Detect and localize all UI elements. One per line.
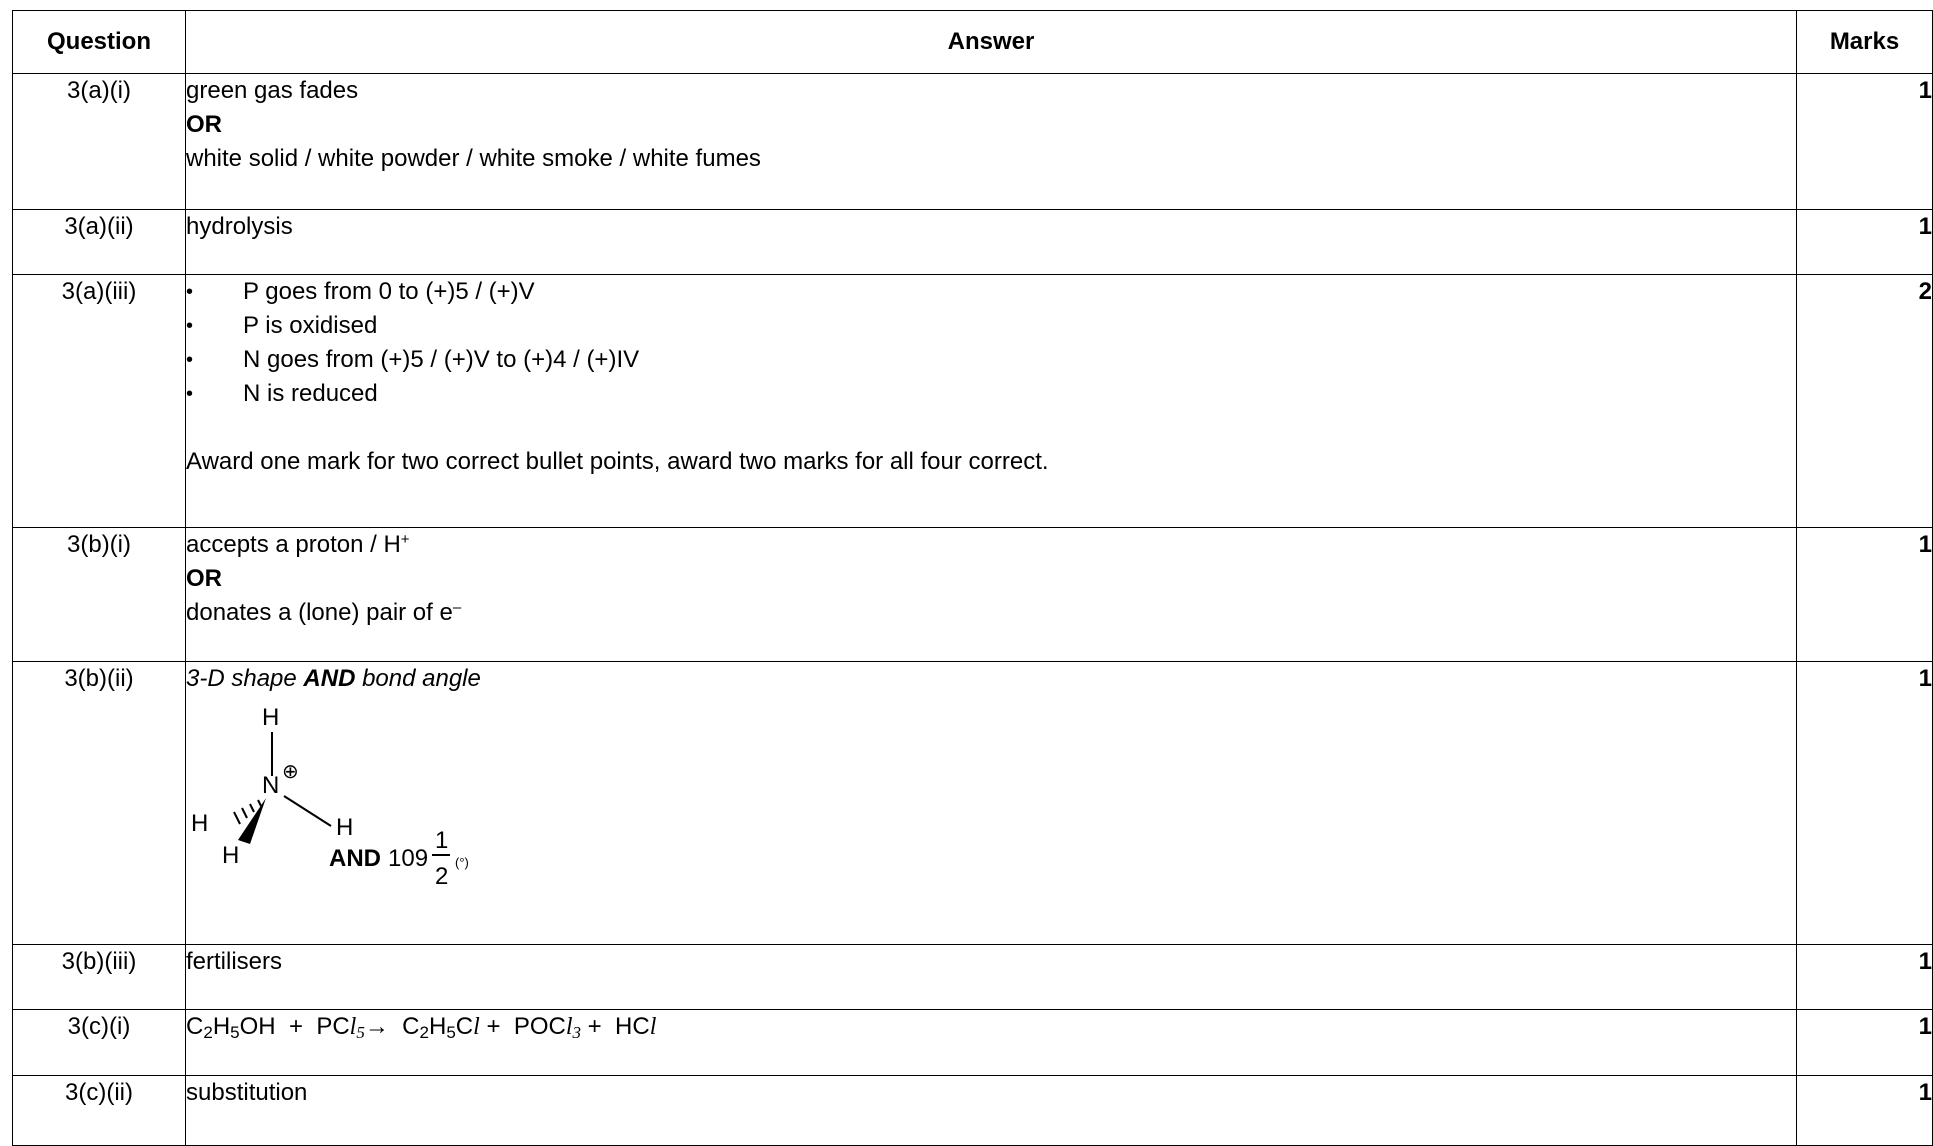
question-number: 3(c)(i) <box>13 1010 186 1076</box>
marks-value: 2 <box>1797 275 1933 528</box>
question-number: 3(b)(ii) <box>13 662 186 945</box>
heading-text: 3-D shape <box>186 665 304 692</box>
answer-line: white solid / white powder / white smoke / white fumes <box>186 145 761 172</box>
question-number: 3(c)(ii) <box>13 1076 186 1146</box>
answer-heading <box>186 662 1796 696</box>
heading-and: AND <box>303 665 356 692</box>
answer-cell <box>186 1076 1797 1146</box>
or-label: OR <box>186 111 222 138</box>
answer-line: substitution <box>186 1079 308 1106</box>
atom-h-left: H <box>191 810 209 837</box>
answer-cell <box>186 1010 1797 1076</box>
eq-text: C <box>186 1013 204 1040</box>
question-number: 3(a)(iii) <box>13 275 186 528</box>
bullet-item: • P is oxidised <box>186 309 1796 343</box>
positive-charge: ⊕ <box>282 761 299 783</box>
answer-line <box>186 596 1796 630</box>
mark-scheme-table <box>12 10 1933 1146</box>
header-question: Question <box>13 11 186 74</box>
table-row <box>13 1076 1933 1146</box>
table-row <box>13 275 1933 528</box>
or-label: OR <box>186 565 222 592</box>
eq-subscript: 5 <box>446 1023 456 1042</box>
fraction-bar <box>432 854 450 856</box>
eq-text: + POC <box>479 1013 566 1040</box>
eq-subscript: 2 <box>203 1023 213 1042</box>
eq-subscript: 5 <box>356 1023 365 1042</box>
eq-text: OH + PC <box>239 1013 350 1040</box>
heading-text: bond angle <box>355 665 481 692</box>
table-row <box>13 210 1933 275</box>
question-number: 3(a)(ii) <box>13 210 186 275</box>
question-number: 3(b)(iii) <box>13 945 186 1010</box>
marks-value: 1 <box>1797 945 1933 1010</box>
answer-text: donates a (lone) pair of e <box>186 599 453 626</box>
answer-line: green gas fades <box>186 77 359 104</box>
bond-lines <box>186 700 546 920</box>
marks-value: 1 <box>1797 74 1933 210</box>
answer-line: hydrolysis <box>186 213 293 240</box>
wedge-bond <box>238 798 266 844</box>
marks-value: 1 <box>1797 210 1933 275</box>
eq-text: C <box>455 1013 474 1040</box>
answer-cell <box>186 210 1797 275</box>
eq-script-l: l <box>473 1014 480 1040</box>
chemical-equation <box>186 1010 1796 1044</box>
atom-n: N <box>262 772 280 799</box>
eq-script-l: l <box>349 1014 357 1040</box>
marks-value: 1 <box>1797 1076 1933 1146</box>
eq-script-l: l <box>649 1014 657 1040</box>
answer-cell <box>186 275 1797 528</box>
eq-text: + HC <box>581 1013 650 1040</box>
header-row <box>13 11 1933 74</box>
atom-h-top: H <box>262 704 280 731</box>
bullet-list <box>186 275 1796 411</box>
answer-line: fertilisers <box>186 948 283 975</box>
bullet-item: • N goes from (+)5 / (+)V to (+)4 / (+)IV <box>186 343 1796 377</box>
eq-text: H <box>212 1013 231 1040</box>
answer-cell <box>186 74 1797 210</box>
table-row <box>13 662 1933 945</box>
bullet-item: • P goes from 0 to (+)5 / (+)V <box>186 275 1796 309</box>
table-row <box>13 528 1933 662</box>
eq-script-l: l <box>565 1014 573 1040</box>
marks-value: 1 <box>1797 662 1933 945</box>
eq-text: C <box>388 1013 420 1040</box>
table-row <box>13 1010 1933 1076</box>
answer-text: accepts a proton / H <box>186 531 401 558</box>
atom-h-bottom: H <box>222 842 240 869</box>
superscript: + <box>400 531 410 548</box>
table-row <box>13 945 1933 1010</box>
answer-cell <box>186 528 1797 662</box>
angle-numerator: 1 <box>435 827 449 854</box>
header-marks: Marks <box>1797 11 1933 74</box>
superscript: – <box>452 599 462 616</box>
eq-subscript: 3 <box>572 1023 581 1042</box>
answer-cell <box>186 945 1797 1010</box>
angle-whole: 109 <box>388 845 429 872</box>
eq-text: H <box>428 1013 447 1040</box>
table-row <box>13 74 1933 210</box>
marks-value: 1 <box>1797 528 1933 662</box>
marking-note: Award one mark for two correct bullet points, award two marks for all four correct. <box>186 448 1049 475</box>
and-label: AND <box>329 845 381 872</box>
eq-subscript: 5 <box>230 1023 240 1042</box>
angle-unit: (°) <box>455 855 469 870</box>
angle-denominator: 2 <box>435 863 449 890</box>
question-number: 3(b)(i) <box>13 528 186 662</box>
ammonium-structure <box>186 700 546 920</box>
bullet-item: • N is reduced <box>186 377 1796 411</box>
atom-h-right: H <box>336 814 354 841</box>
answer-cell <box>186 662 1797 945</box>
eq-subscript: 2 <box>419 1023 429 1042</box>
answer-line <box>186 528 1796 562</box>
header-answer: Answer <box>186 11 1797 74</box>
reaction-arrow: → <box>364 1013 389 1040</box>
marks-value: 1 <box>1797 1010 1933 1076</box>
question-number: 3(a)(i) <box>13 74 186 210</box>
